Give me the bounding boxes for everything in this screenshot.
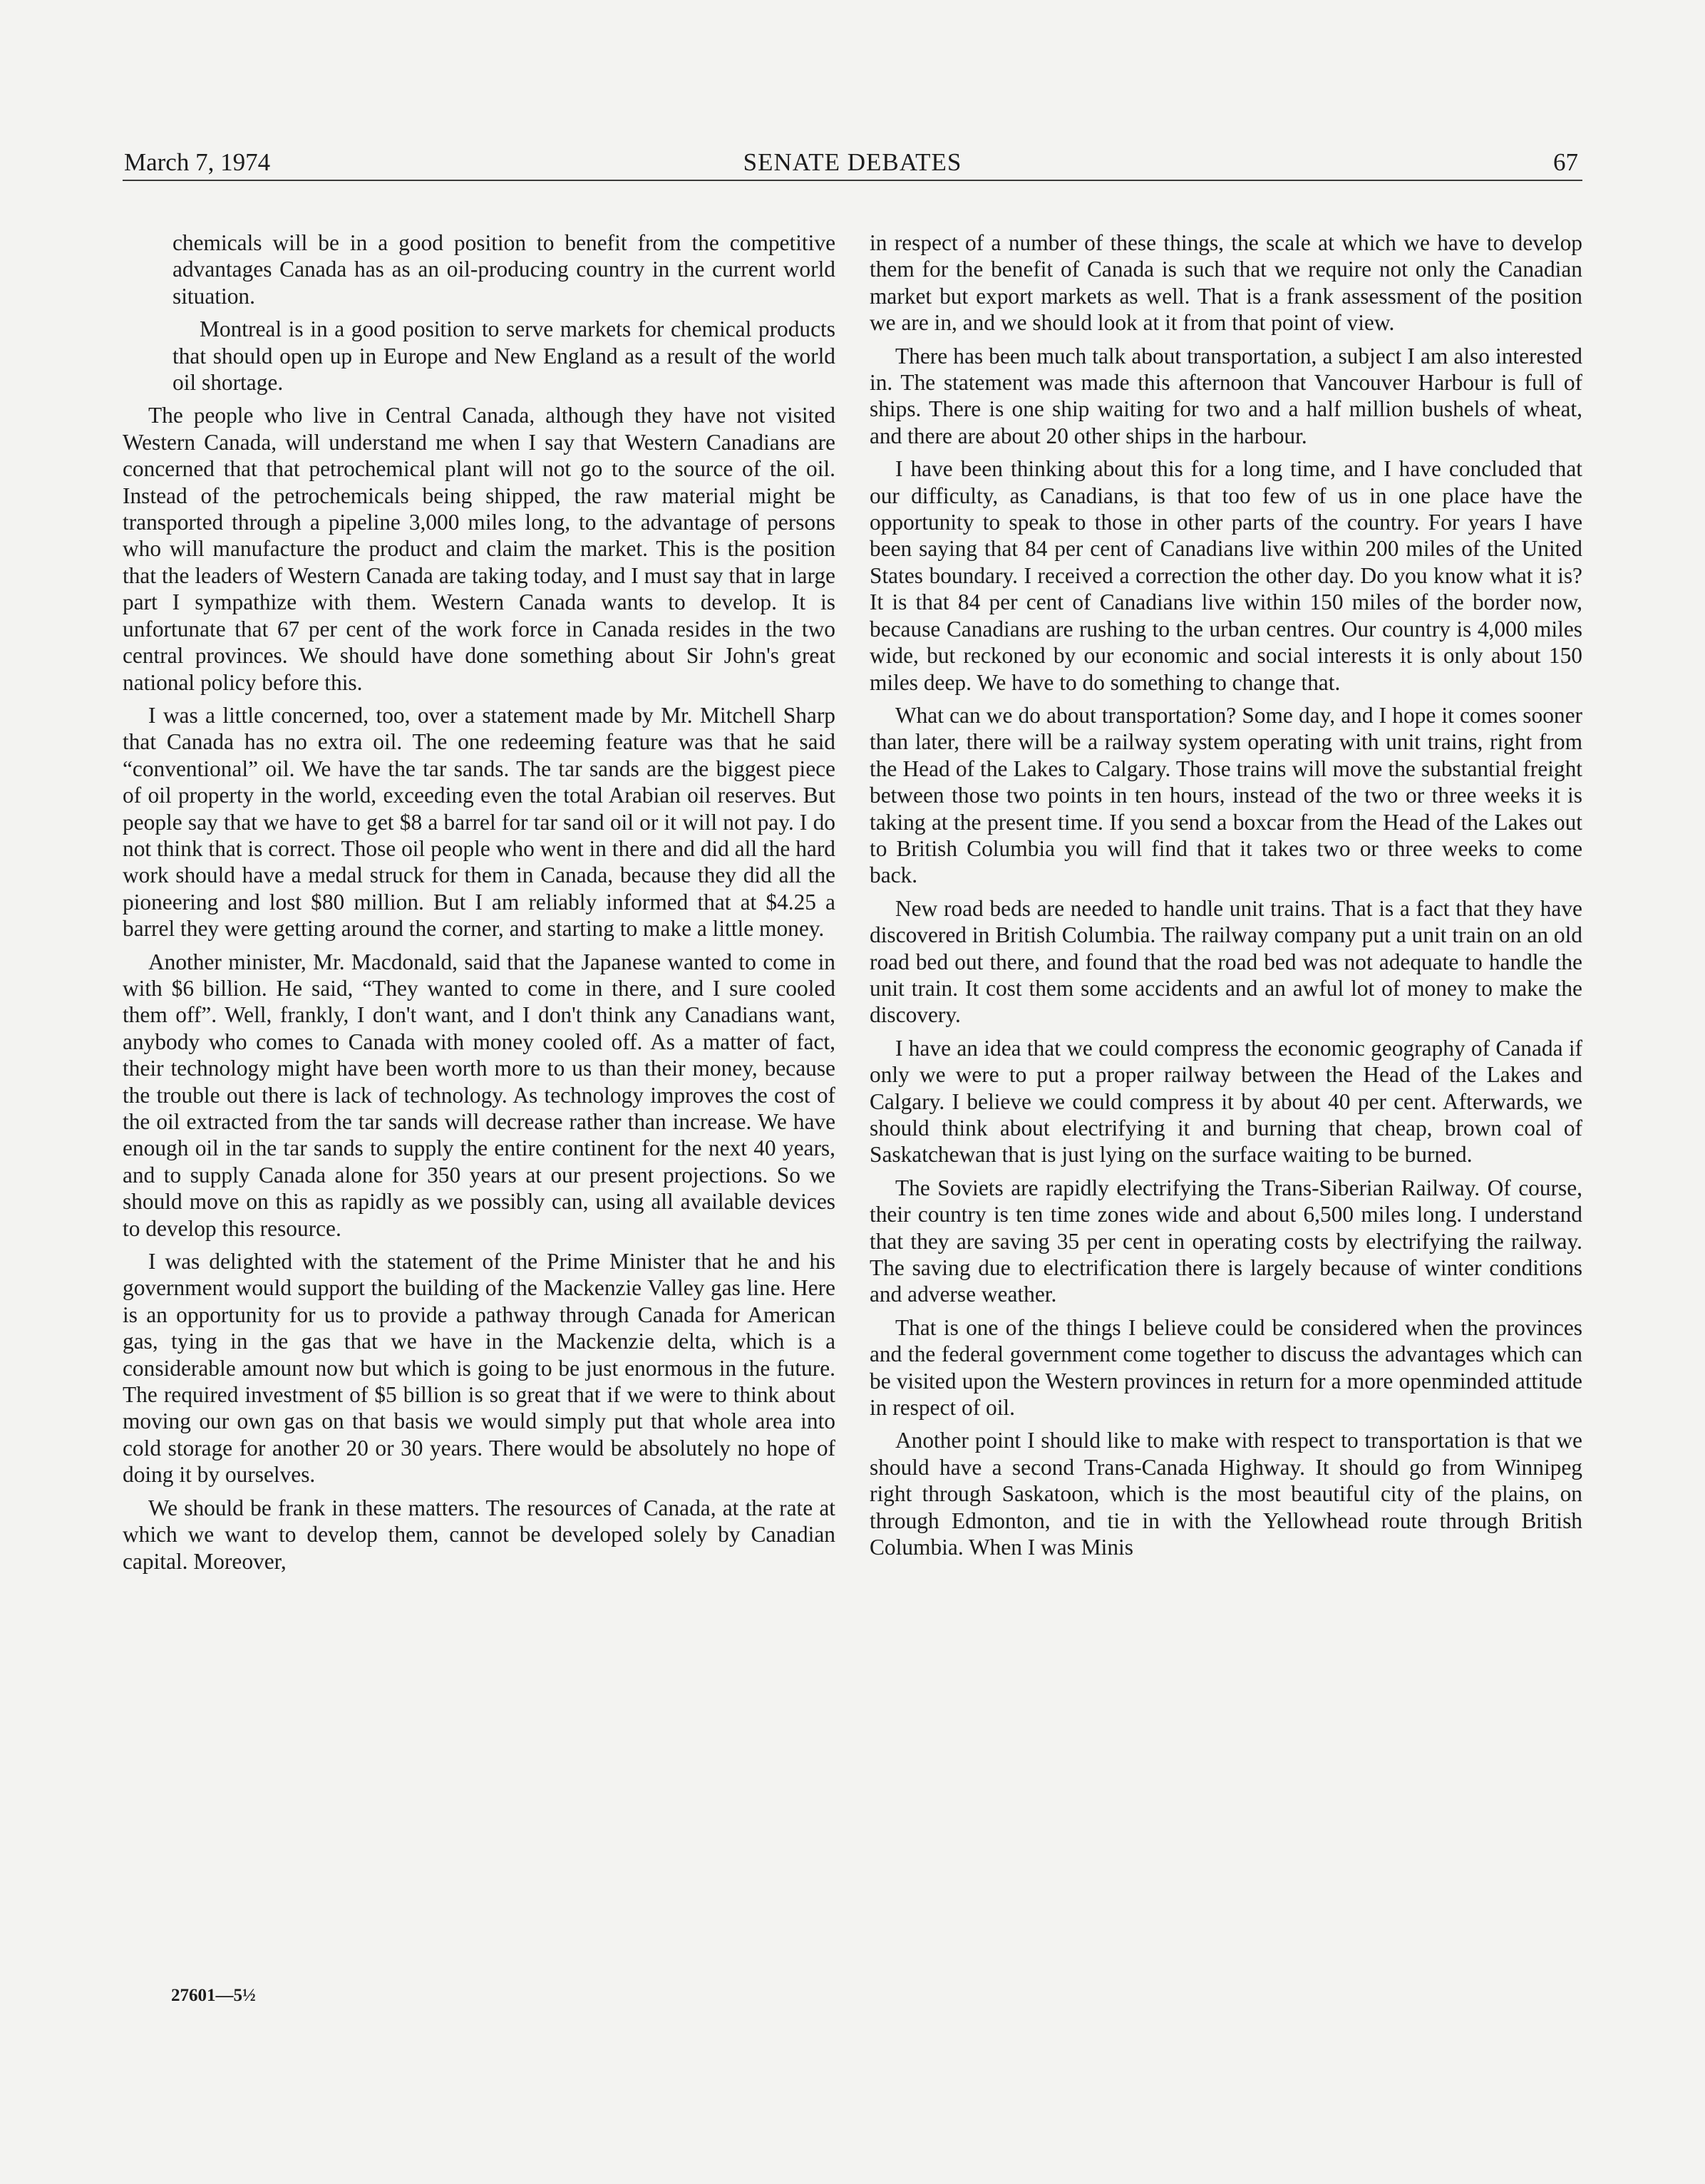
paragraph: Another minister, Mr. Macdonald, said that the Japanese wanted to come in with $6 billion. He said, “They wanted to come in there, and I sure cooled them off”. Well, frankly, I don't want, and I don't think any Canadians want, anybody who comes to Canada with money cooled off. As a matter of fact, their technology might have been worth more to us than their money, because the trouble out there is lack of technology. As technology improves the cost of the oil extracted from the tar sands will decrease rather than increase. We have enough oil in the tar sands to supply the entire continent for the next 40 years, and to supply Canada alone for 350 years at our present projections. So we should move on this as rapidly as we possibly can, using all available devices to develop this resource. bbox=[123, 949, 835, 1241]
paragraph: Montreal is in a good position to serve markets for chemical products that should open up in Europe and New England as a result of the world oil shortage. bbox=[172, 316, 835, 396]
paragraph: Another point I should like to make with respect to transportation is that we should have a second Trans-Canada Highway. It should go from Winnipeg right through Saskatoon, which is the most beautiful city of the plains, on through Edmonton, and tie in with the Yellowhead route through British Columbia. When I was Minis bbox=[870, 1428, 1582, 1560]
header-page-number: 67 bbox=[1553, 148, 1578, 176]
right-column bbox=[870, 230, 1582, 1567]
footer-code: 27601—5½ bbox=[171, 1986, 256, 2005]
paragraph: The people who live in Central Canada, although they have not visited Western Canada, will understand me when I say that Western Canadians are concerned that that petrochemical plant will not go to the source of the oil. Instead of the petrochemicals being shipped, the raw material might be transported through a pipeline 3,000 miles long, to the advantage of persons who will manufacture the product and claim the market. This is the position that the leaders of Western Canada are taking today, and I must say that in large part I sympathize with them. Western Canada wants to develop. It is unfortunate that 67 per cent of the work force in Canada resides in the two central provinces. We should have done something about Sir John's great national policy before this. bbox=[123, 403, 835, 695]
paragraph: New road beds are needed to handle unit trains. That is a fact that they have discovered in British Columbia. The railway company put a unit train on an old road bed out there, and found that the road bed was not adequate to handle the unit train. It cost them some accidents and an awful lot of money to make the discovery. bbox=[870, 895, 1582, 1028]
paragraph: chemicals will be in a good position to benefit from the competitive advantages Canada has as an oil-producing country in the current world situation. bbox=[172, 230, 835, 309]
paragraph: I have an idea that we could compress the economic geography of Canada if only we were to put a proper railway between the Head of the Lakes and Calgary. I believe we could compress it by about 40 per cent. Afterwards, we should think about electrifying it and burning that cheap, brown coal of Saskatchewan that is just lying on the surface waiting to be burned. bbox=[870, 1035, 1582, 1168]
header-date: March 7, 1974 bbox=[124, 148, 271, 176]
paragraph: That is one of the things I believe could be considered when the provinces and the federal government come together to discuss the advantages which can be visited upon the Western provinces in return for a more openminded attitude in respect of oil. bbox=[870, 1314, 1582, 1421]
paragraph: There has been much talk about transportation, a subject I am also interested in. The statement was made this afternoon that Vancouver Harbour is full of ships. There is one ship waiting for two and a half million bushels of wheat, and there are about 20 other ships in the harbour. bbox=[870, 343, 1582, 448]
page-header bbox=[123, 145, 1582, 181]
paragraph: I was delighted with the statement of the Prime Minister that he and his government would support the building of the Mackenzie Valley gas line. Here is an opportunity for us to provide a pathway through Canada for American gas, tying in the gas that we have in the Mackenzie delta, which is a considerable amount now but which is going to be just enormous in the future. The required investment of $5 billion is so great that if we were to think about moving our own gas on that basis we would simply put that whole area into cold storage for another 20 or 30 years. There would be absolutely no hope of doing it by ourselves. bbox=[123, 1249, 835, 1488]
paragraph: I have been thinking about this for a long time, and I have concluded that our difficulty, as Canadians, is that too few of us in one place have the opportunity to speak to those in other parts of the country. For years I have been saying that 84 per cent of Canadians live within 200 miles of the United States boundary. I received a correction the other day. Do you know what it is? It is that 84 per cent of Canadians live within 150 miles of the border now, because Canadians are rushing to the urban centres. Our country is 4,000 miles wide, but reckoned by our economic and social interests it is only about 150 miles deep. We have to do something to change that. bbox=[870, 456, 1582, 695]
left-column bbox=[123, 230, 835, 1581]
paragraph: in respect of a number of these things, the scale at which we have to develop them for the benefit of Canada is such that we require not only the Canadian market but export markets as well. That is a frank assessment of the position we are in, and we should look at it from that point of view. bbox=[870, 230, 1582, 336]
paragraph: The Soviets are rapidly electrifying the Trans-Siberian Railway. Of course, their country is ten time zones wide and about 6,500 miles long. I understand that they are saving 35 per cent in operating costs by electrifying the railway. The saving due to electrification there is largely because of winter conditions and adverse weather. bbox=[870, 1175, 1582, 1307]
paragraph: What can we do about transportation? Some day, and I hope it comes sooner than later, there will be a railway system operating with unit trains, right from the Head of the Lakes to Calgary. Those trains will move the substantial freight between those two points in ten hours, instead of the two or three weeks it is taking at the present time. If you send a boxcar from the Head of the Lakes out to British Columbia you will find that it takes two or three weeks to come back. bbox=[870, 702, 1582, 888]
paragraph: I was a little concerned, too, over a statement made by Mr. Mitchell Sharp that Canada has no extra oil. The one redeeming feature was that he said “conventional” oil. We have the tar sands. The tar sands are the biggest piece of oil property in the world, exceeding even the total Arabian oil reserves. But people say that we have to get $8 a barrel for tar sand oil or it will not pay. I do not think that is correct. Those oil people who went in there and did all the hard work should have a medal struck for them in Canada, because they did all the pioneering and lost $80 million. But I am reliably informed that at $4.25 a barrel they were getting around the corner, and starting to make a little money. bbox=[123, 702, 835, 942]
header-title: SENATE DEBATES bbox=[743, 148, 962, 176]
paragraph: We should be frank in these matters. The resources of Canada, at the rate at which we want to develop them, cannot be developed solely by Canadian capital. Moreover, bbox=[123, 1495, 835, 1574]
